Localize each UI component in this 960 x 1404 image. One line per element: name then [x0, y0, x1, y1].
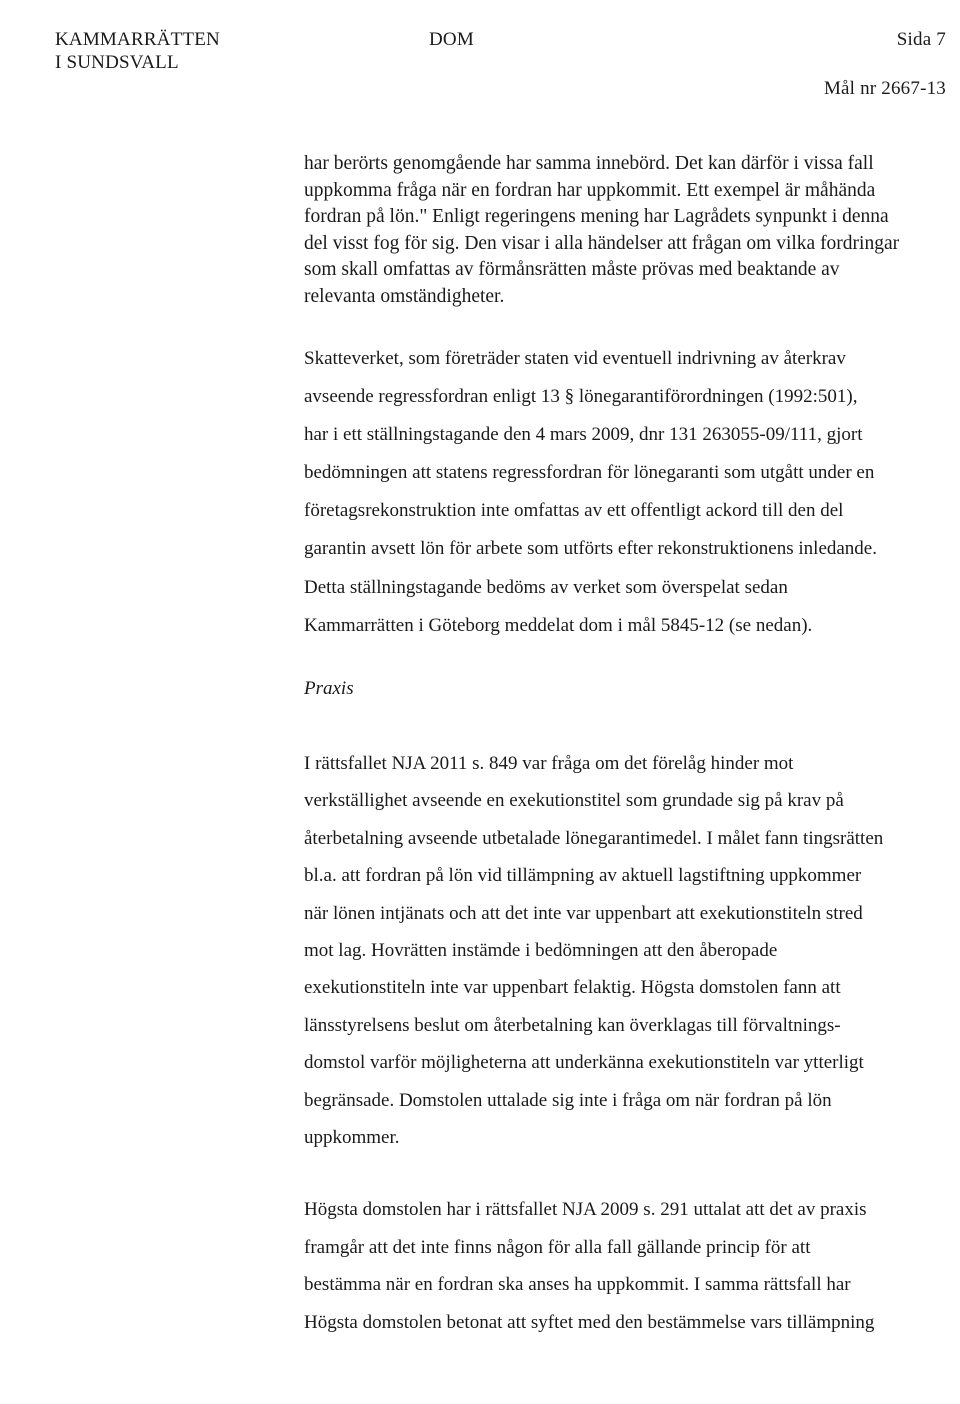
- text-line: mot lag. Hovrätten instämde i bedömningen att den åberopade: [304, 940, 778, 962]
- text-line: uppkomma fråga när en fordran har uppkommit. Ett exempel är måhända: [304, 179, 876, 201]
- case-number: Mål nr 2667-13: [823, 78, 946, 99]
- text-line: del visst fog för sig. Den visar i alla händelser att frågan om vilka fordringar: [304, 232, 900, 254]
- text-line: Kammarrätten i Göteborg meddelat dom i mål 5845-12 (se nedan).: [304, 614, 813, 636]
- text-line: Högsta domstolen betonat att syftet med den bestämmelse vars tillämpning: [304, 1311, 875, 1333]
- document-type: DOM: [429, 29, 474, 50]
- text-line: bestämma när en fordran ska anses ha uppkommit. I samma rättsfall har: [304, 1274, 851, 1296]
- paragraph-nja-2011: [304, 745, 949, 1156]
- text-line: bl.a. att fordran på lön vid tillämpning av aktuell lagstiftning uppkommer: [304, 865, 862, 887]
- page-number: Sida 7: [896, 29, 946, 50]
- text-line: framgår att det inte finns någon för alla fall gällande princip för att: [304, 1236, 811, 1258]
- text-line: I rättsfallet NJA 2011 s. 849 var fråga om det förelåg hinder mot: [304, 753, 794, 774]
- text-line: exekutionstiteln inte var uppenbart felaktig. Högsta domstolen fann att: [304, 977, 841, 999]
- text-line: har berörts genomgående har samma innebörd. Det kan därför i vissa fall: [304, 153, 874, 174]
- text-line: domstol varför möjligheterna att underkänna exekutionstiteln var ytterligt: [304, 1052, 864, 1074]
- text-line: Skatteverket, som företräder staten vid eventuell indrivning av återkrav: [304, 348, 846, 369]
- text-line: relevanta omständigheter.: [304, 285, 505, 307]
- paragraph-nja-2009: [304, 1191, 949, 1341]
- paragraph-skatteverket: [304, 340, 949, 645]
- text-line: uppkommer.: [304, 1127, 400, 1149]
- text-line: Högsta domstolen har i rättsfallet NJA 2009 s. 291 uttalat att det av praxis: [304, 1199, 867, 1220]
- text-line: Detta ställningstagande bedöms av verket som överspelat sedan: [304, 576, 788, 598]
- text-line: verkställighet avseende en exekutionstitel som grundade sig på krav på: [304, 790, 844, 812]
- text-line: fordran på lön." Enligt regeringens mening har Lagrådets synpunkt i denna: [304, 206, 889, 228]
- text-line: har i ett ställningstagande den 4 mars 2009, dnr 131 263055-09/111, gjort: [304, 424, 863, 446]
- court-name-line-1: KAMMARRÄTTEN: [55, 29, 220, 50]
- text-line: när lönen intjänats och att det inte var uppenbart att exekutionstiteln stred: [304, 902, 863, 924]
- text-line: avseende regressfordran enligt 13 § lönegarantiförordningen (1992:501),: [304, 386, 858, 408]
- text-line: garantin avsett lön för arbete som utförts efter rekonstruktionens inledande.: [304, 538, 877, 560]
- text-line: länsstyrelsens beslut om återbetalning kan överklagas till förvaltnings-: [304, 1014, 841, 1036]
- section-heading-praxis: Praxis: [304, 678, 354, 699]
- court-name-line-2: I SUNDSVALL: [55, 52, 179, 73]
- text-line: återbetalning avseende utbetalade lönegarantimedel. I målet fann tingsrätten: [304, 827, 884, 849]
- text-line: begränsade. Domstolen uttalade sig inte i fråga om när fordran på lön: [304, 1089, 832, 1111]
- paragraph-quote-continuation: [304, 151, 949, 311]
- court-name: [55, 28, 220, 74]
- text-line: som skall omfattas av förmånsrätten måste prövas med beaktande av: [304, 259, 840, 281]
- text-line: bedömningen att statens regressfordran för lönegaranti som utgått under en: [304, 462, 875, 484]
- text-line: företagsrekonstruktion inte omfattas av ett offentligt ackord till den del: [304, 500, 844, 522]
